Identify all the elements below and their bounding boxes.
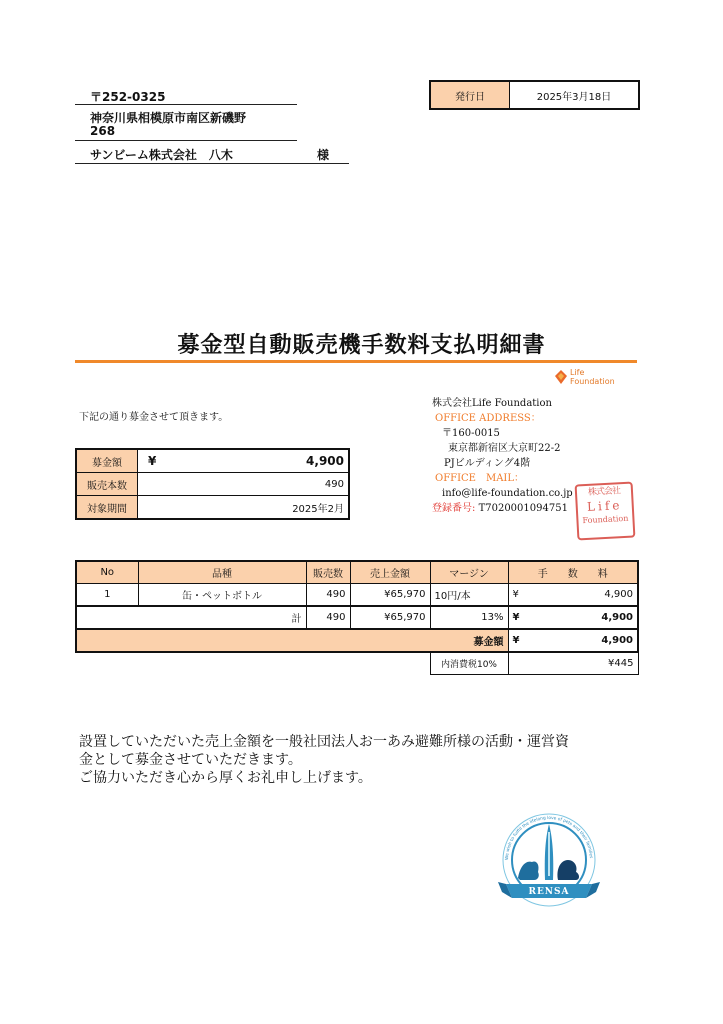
summary-value: 490 bbox=[138, 473, 350, 496]
summary-row-donation bbox=[76, 449, 349, 473]
issue-date-box bbox=[429, 80, 640, 110]
recipient-name: サンビーム株式会社 八木 bbox=[90, 148, 233, 162]
total-row bbox=[76, 606, 638, 629]
divider bbox=[75, 140, 297, 141]
row-fee bbox=[508, 584, 638, 607]
office-address-label: OFFICE ADDRESS： bbox=[435, 413, 541, 424]
seal-text: 株式会社 bbox=[587, 486, 621, 498]
message-line: 設置していただいた売上金額を一般社団法人お一あみ避難所様の活動・運営資 bbox=[79, 734, 569, 750]
row-margin: 10円/本 bbox=[430, 584, 508, 607]
row-item: 缶・ペットボトル bbox=[138, 584, 306, 607]
table-header-row bbox=[76, 561, 638, 584]
registration-number: T7020001094751 bbox=[478, 503, 568, 514]
table-row bbox=[76, 584, 638, 607]
total-qty: 490 bbox=[306, 606, 350, 629]
total-sales: ¥65,970 bbox=[350, 606, 430, 629]
emblem-banner-text: RENSA bbox=[528, 887, 570, 897]
yen-symbol: ¥ bbox=[512, 589, 519, 600]
summary-table bbox=[75, 448, 350, 520]
row-sales: ¥65,970 bbox=[350, 584, 430, 607]
registration bbox=[432, 501, 573, 516]
closing-message bbox=[79, 733, 639, 787]
spacer bbox=[76, 652, 430, 675]
recipient-address-line1: 神奈川県相模原市南区新磯野 bbox=[90, 111, 247, 125]
seal-text: Life bbox=[586, 498, 623, 514]
life-foundation-logo-icon bbox=[554, 369, 568, 385]
company-building: PJビルディング4階 bbox=[444, 458, 531, 469]
registration-label: 登録番号: bbox=[432, 503, 476, 514]
row-qty: 490 bbox=[306, 584, 350, 607]
seal-text: Foundation bbox=[582, 513, 629, 526]
total-fee bbox=[508, 606, 638, 629]
company-address: 東京都新宿区大京町22-2 bbox=[448, 443, 561, 454]
column-header: マージン bbox=[430, 561, 508, 584]
logo-text: Foundation bbox=[570, 377, 615, 386]
tax-value: ¥445 bbox=[508, 652, 638, 675]
yen-symbol: ¥ bbox=[512, 635, 520, 646]
donation-value: 4,900 bbox=[601, 635, 633, 646]
summary-value: 2025年2月 bbox=[138, 496, 350, 520]
yen-symbol: ¥ bbox=[148, 454, 157, 468]
recipient-honorific: 様 bbox=[317, 148, 330, 162]
yen-symbol: ¥ bbox=[512, 612, 520, 623]
donation-amount: 4,900 bbox=[306, 454, 344, 468]
column-header: No bbox=[76, 561, 138, 584]
summary-row-period bbox=[76, 496, 349, 520]
office-mail-label: OFFICE MAIL： bbox=[435, 473, 525, 484]
message-line: ご協力いただき心から厚くお礼申し上げます。 bbox=[79, 770, 372, 786]
summary-label: 募金額 bbox=[76, 449, 138, 473]
company-seal bbox=[575, 482, 636, 541]
summary-row-units bbox=[76, 473, 349, 496]
summary-label: 販売本数 bbox=[76, 473, 138, 496]
donation-amount bbox=[508, 629, 638, 652]
column-header: 手 数 料 bbox=[508, 561, 638, 584]
company-email: info@life-foundation.co.jp bbox=[442, 488, 573, 499]
total-label: 計 bbox=[76, 606, 306, 629]
title-underline bbox=[75, 360, 637, 363]
divider bbox=[75, 104, 297, 105]
column-header: 品種 bbox=[138, 561, 306, 584]
emblem-ring-text: We wish to fulfill the lifelong love of pets and their families bbox=[504, 815, 593, 861]
recipient-address-line2: 268 bbox=[90, 124, 116, 138]
logo-text: Life bbox=[570, 368, 585, 377]
fee-amount: 4,900 bbox=[604, 589, 633, 600]
column-header: 販売数 bbox=[306, 561, 350, 584]
total-margin: 13% bbox=[430, 606, 508, 629]
row-no: 1 bbox=[76, 584, 138, 607]
page-title: 募金型自動販売機手数料支払明細書 bbox=[177, 333, 546, 358]
company-postal: 〒160-0015 bbox=[442, 428, 500, 439]
donation-label: 募金額 bbox=[76, 629, 508, 652]
summary-value bbox=[138, 449, 350, 473]
issue-date-value: 2025年3月18日 bbox=[536, 91, 612, 103]
intro-text: 下記の通り募金させて頂きます。 bbox=[79, 412, 229, 423]
summary-label: 対象期間 bbox=[76, 496, 138, 520]
divider bbox=[75, 163, 349, 164]
rensa-emblem bbox=[488, 800, 610, 918]
tax-row bbox=[76, 652, 638, 675]
details-table bbox=[75, 560, 639, 675]
company-name: 株式会社Life Foundation bbox=[432, 398, 552, 409]
recipient-postal: 〒252-0325 bbox=[90, 90, 166, 104]
rensa-emblem-graphic bbox=[488, 800, 610, 918]
donation-row bbox=[76, 629, 638, 652]
fee-amount: 4,900 bbox=[601, 612, 633, 623]
tax-label: 内消費税10% bbox=[430, 652, 508, 675]
column-header: 売上金額 bbox=[350, 561, 430, 584]
company-logo bbox=[554, 368, 615, 386]
company-info bbox=[432, 396, 573, 516]
message-line: 金として募金させていただきます。 bbox=[79, 752, 302, 768]
issue-date-label: 発行日 bbox=[431, 82, 510, 108]
